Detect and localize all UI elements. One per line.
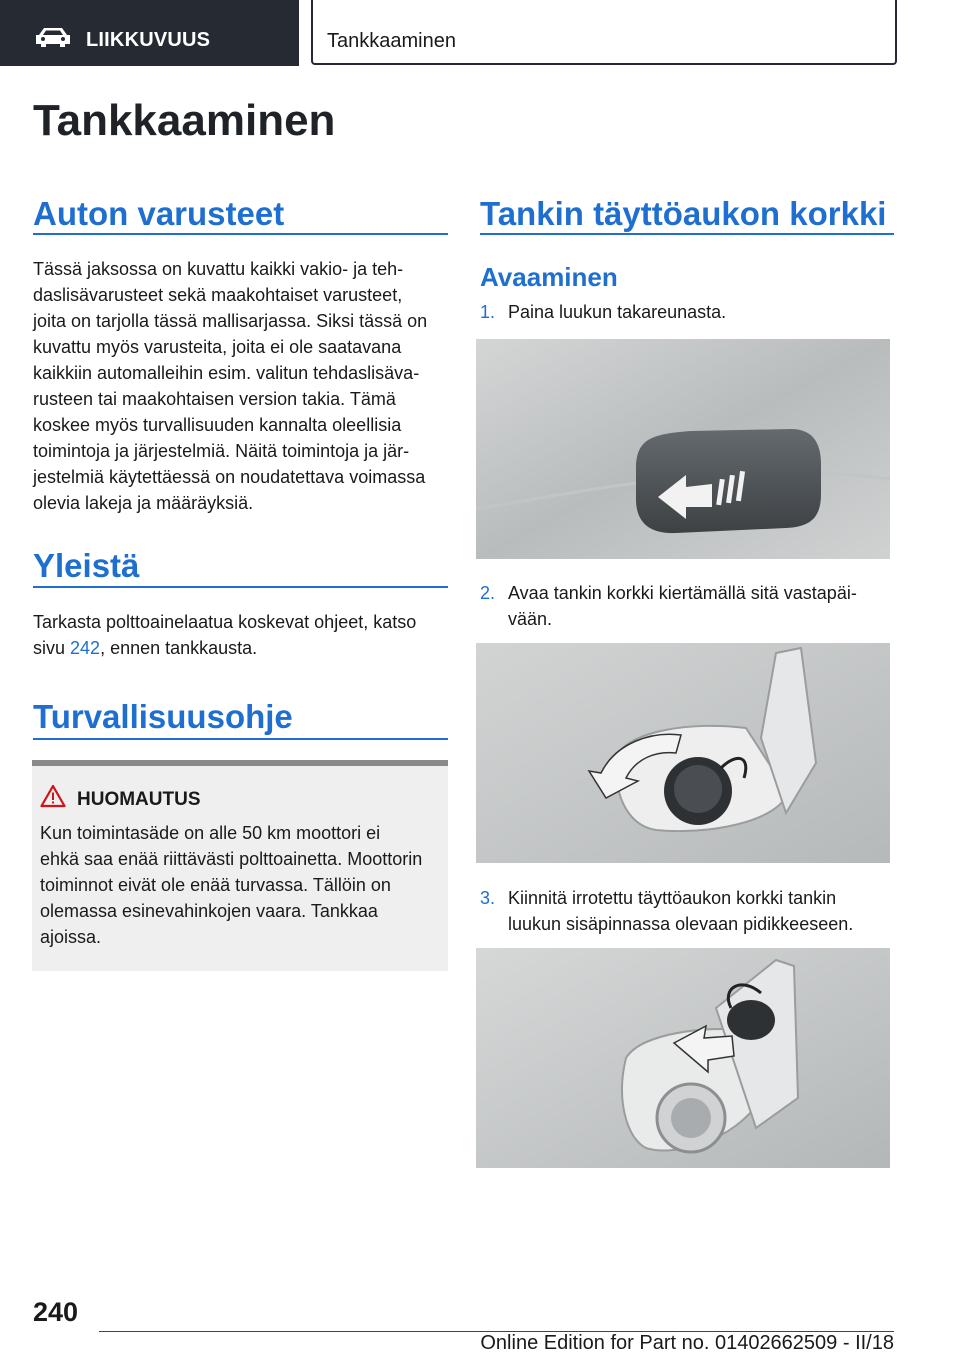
step-text: Paina luukun takareunasta.	[508, 302, 727, 322]
footer-edition: Online Edition for Part no. 01402662509 - II/18	[480, 1332, 894, 1354]
header-section-tab	[0, 0, 299, 66]
heading-rule	[33, 586, 448, 588]
subheading-avaaminen: Avaaminen	[480, 262, 618, 292]
page-number: 240	[33, 1297, 79, 1327]
fuel-cap-rotate-photo	[476, 643, 890, 863]
heading-rule	[480, 233, 894, 235]
heading-yleista: Yleistä	[33, 547, 140, 584]
page-title: Tankkaaminen	[33, 96, 336, 145]
breadcrumb: Tankkaaminen	[327, 30, 456, 52]
car-icon	[34, 26, 72, 48]
step-number: 3.	[480, 888, 496, 908]
page-link-242[interactable]: 242	[70, 638, 101, 658]
step-number: 2.	[480, 583, 496, 603]
heading-turvallisuusohje: Turvallisuusohje	[33, 698, 293, 735]
fuel-cap-holder-photo	[476, 948, 890, 1168]
warning-title: HUOMAUTUS	[77, 789, 201, 810]
step-text: Avaa tankin korkki kiertämällä sitä vastapäi‐ vään.	[508, 583, 857, 629]
header-breadcrumb-box	[311, 0, 897, 65]
step-number: 1.	[480, 302, 496, 322]
warning-text: Kun toimintasäde on alle 50 km moottori ei ehkä saa enää riittävästi polttoainetta. Moottorin toiminnot eivät ole enää turvassa. Tällöin on olemassa esinevahinkojen vaara. Tankkaa ajoissa.	[40, 823, 423, 947]
header-section-label: LIIKKUVUUS	[86, 29, 211, 51]
auton-varusteet-paragraph: Tässä jaksossa on kuvattu kaikki vakio- ja teh‐ daslisävarusteet sekä maakohtaiset varusteet, joita on tarjolla tässä mallisarjassa. Siksi tässä on kuvattu myös varusteita, joita ei ole saatavana kaikkiin automalleihin esim. valitun tehdaslisävа‐ rusteen tai maakohtaisen version takia. Tämä koskee myös turvallisuuden kannalta oleellisia toimintoja ja järjestelmiä. Näitä toimintoja ja jär‐ jestelmiä käytettäessä on noudatettava voimassa olevia lakeja ja määräyksiä.	[33, 259, 428, 513]
step-text: Kiinnitä irrotettu täyttöaukon korkki tankin luukun sisäpinnassa olevaan pidikkeeseen.	[508, 888, 854, 934]
heading-auton-varusteet: Auton varusteet	[33, 195, 285, 232]
warning-triangle-icon	[40, 784, 66, 808]
heading-tankin-korkki: Tankin täyttöaukon korkki	[480, 195, 887, 232]
yleista-paragraph: Tarkasta polttoainelaatua koskevat ohjeet, katso sivu 242, ennen tankkausta.	[33, 612, 417, 658]
heading-rule	[33, 738, 448, 740]
heading-rule	[33, 233, 448, 235]
fuel-flap-photo	[476, 339, 890, 559]
